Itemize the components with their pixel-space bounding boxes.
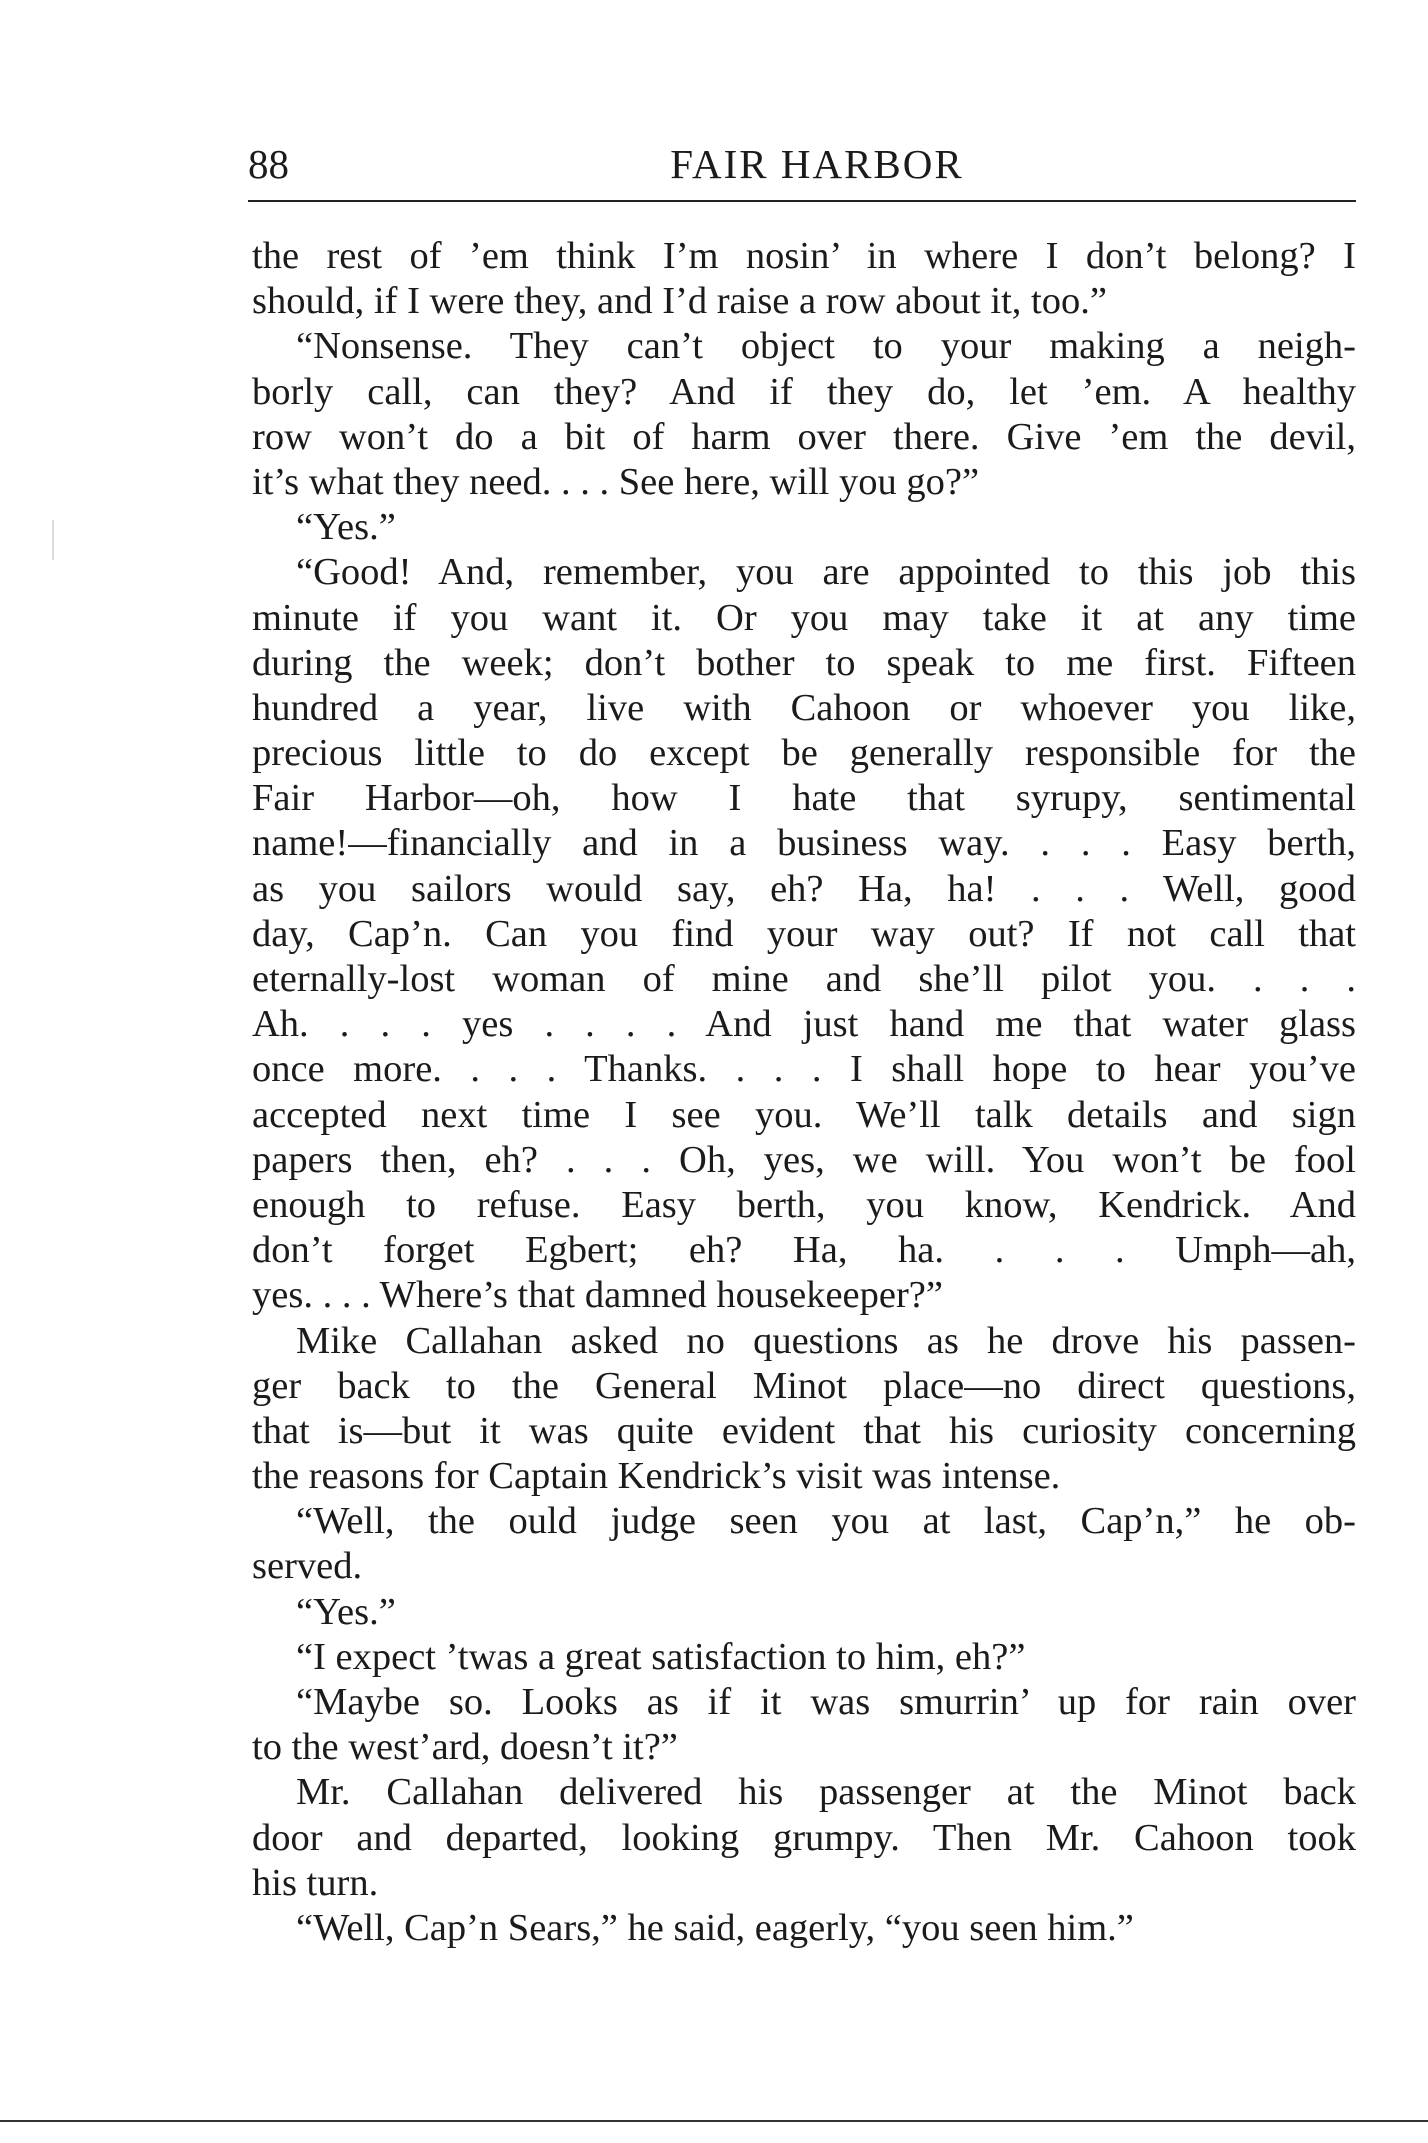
text-line: his turn. (252, 1861, 379, 1904)
page-number: 88 (248, 141, 289, 187)
text-line: name!—financially and in a business way. . . . Easy berth, (252, 822, 1356, 865)
text-line: during the week; don’t bother to speak to me first. Fifteen (252, 641, 1356, 684)
text-line: row won’t do a bit of harm over there. Give ’em the devil, (252, 415, 1356, 458)
page-header (248, 138, 1356, 190)
text-line: enough to refuse. Easy berth, you know, Kendrick. And (252, 1183, 1356, 1226)
text-line: “Nonsense. They can’t object to your making a neigh- (296, 325, 1356, 368)
text-line: the rest of ’em think I’m nosin’ in where I don’t belong? I (252, 235, 1356, 277)
text-line: “Well, Cap’n Sears,” he said, eagerly, “you seen him.” (296, 1906, 1134, 1949)
text-line: once more. . . . Thanks. . . . I shall hope to hear you’ve (252, 1048, 1356, 1091)
text-line: Mike Callahan asked no questions as he drove his passen- (296, 1319, 1356, 1362)
text-line: hundred a year, live with Cahoon or whoever you like, (252, 686, 1356, 729)
text-line: Ah. . . . yes . . . . And just hand me that water glass (252, 1003, 1356, 1046)
text-line: served. (252, 1545, 363, 1588)
margin-speck (52, 520, 54, 560)
text-line: as you sailors would say, eh? Ha, ha! . . . Well, good (252, 867, 1356, 910)
text-line: yes. . . . Where’s that damned housekeeper?” (252, 1274, 943, 1317)
text-line: it’s what they need. . . . See here, will you go?” (252, 460, 980, 503)
text-line: “Good! And, remember, you are appointed to this job this (296, 551, 1356, 594)
text-line: eternally-lost woman of mine and she’ll pilot you. . . . (252, 958, 1356, 1000)
text-line: “I expect ’twas a great satisfaction to him, eh?” (296, 1635, 1026, 1678)
text-line: Mr. Callahan delivered his passenger at the Minot back (296, 1771, 1356, 1814)
text-line: borly call, can they? And if they do, let ’em. A healthy (252, 370, 1356, 413)
text-line: “Yes.” (296, 506, 396, 549)
text-line: “Maybe so. Looks as if it was smurrin’ up for rain over (296, 1681, 1356, 1723)
body-text (252, 234, 1356, 1951)
text-line: papers then, eh? . . . Oh, yes, we will. You won’t be fool (252, 1138, 1356, 1181)
text-line: accepted next time I see you. We’ll talk details and sign (252, 1093, 1356, 1136)
text-line: door and departed, looking grumpy. Then Mr. Cahoon took (252, 1816, 1356, 1859)
text-line: “Yes.” (296, 1590, 396, 1633)
text-line: “Well, the ould judge seen you at last, Cap’n,” he ob- (296, 1500, 1356, 1543)
text-line: precious little to do except be generally responsible for the (252, 732, 1356, 775)
text-line: the reasons for Captain Kendrick’s visit was intense. (252, 1455, 1061, 1498)
footer-rule (0, 2120, 1428, 2122)
text-line: minute if you want it. Or you may take it at any time (252, 596, 1356, 639)
text-line: ger back to the General Minot place—no direct questions, (252, 1364, 1356, 1407)
text-line: should, if I were they, and I’d raise a row about it, too.” (252, 280, 1107, 323)
text-line: to the west’ard, doesn’t it?” (252, 1726, 678, 1769)
text-line: day, Cap’n. Can you find your way out? If not call that (252, 912, 1356, 955)
text-line: don’t forget Egbert; eh? Ha, ha. . . . Umph—ah, (252, 1229, 1356, 1272)
text-line: that is—but it was quite evident that his curiosity concerning (252, 1409, 1356, 1452)
running-head: FAIR HARBOR (670, 141, 964, 187)
text-line: Fair Harbor—oh, how I hate that syrupy, sentimental (252, 777, 1356, 820)
header-rule (248, 200, 1356, 202)
